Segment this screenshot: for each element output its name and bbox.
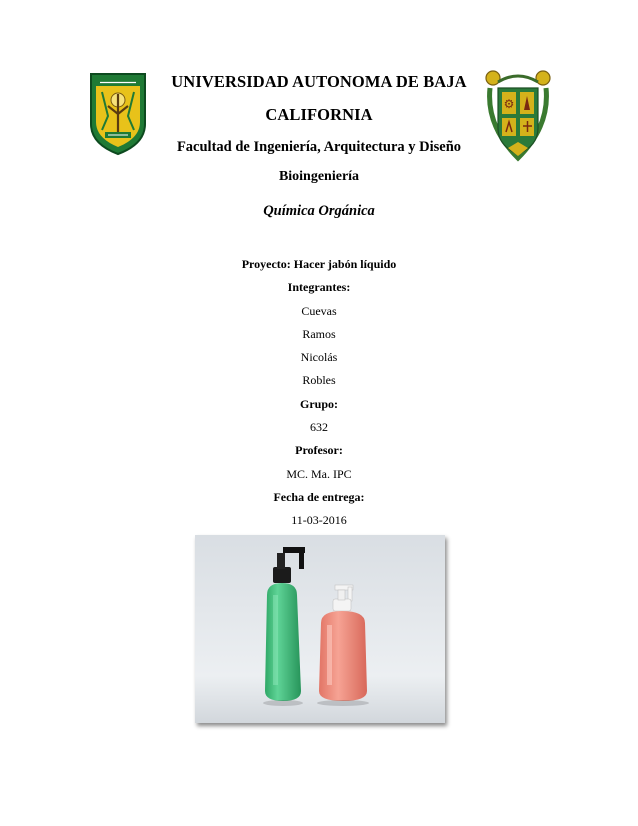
date-value: 11-03-2016 [291,513,347,528]
subject-title: Química Orgánica [263,203,375,219]
faculty-name: Facultad de Ingeniería, Arquitectura y Diseño [176,139,462,155]
university-name-line2: CALIFORNIA [265,105,373,124]
professor-label: Profesor: [295,443,343,458]
member-name: Cuevas [301,303,337,318]
member-name: Ramos [302,326,336,341]
group-value: 632 [310,420,328,435]
university-name-line1: UNIVERSIDAD AUTONOMA DE BAJA [171,72,467,91]
project-line: Proyecto: Hacer jabón líquido [241,257,397,271]
date-label: Fecha de entrega: [273,489,365,504]
university-shield-icon [88,70,148,156]
department-name: Bioingeniería [278,169,360,184]
soap-bottles-photo [195,535,445,723]
project-info [0,253,638,533]
svg-text:⚙: ⚙ [503,97,515,111]
members-label: Integrantes: [287,280,351,295]
header-block [160,68,478,187]
faculty-crest-icon [484,66,552,162]
member-name: Robles [302,373,336,388]
professor-value: MC. Ma. IPC [286,466,352,481]
group-label: Grupo: [299,396,338,411]
member-name: Nicolás [300,350,338,365]
